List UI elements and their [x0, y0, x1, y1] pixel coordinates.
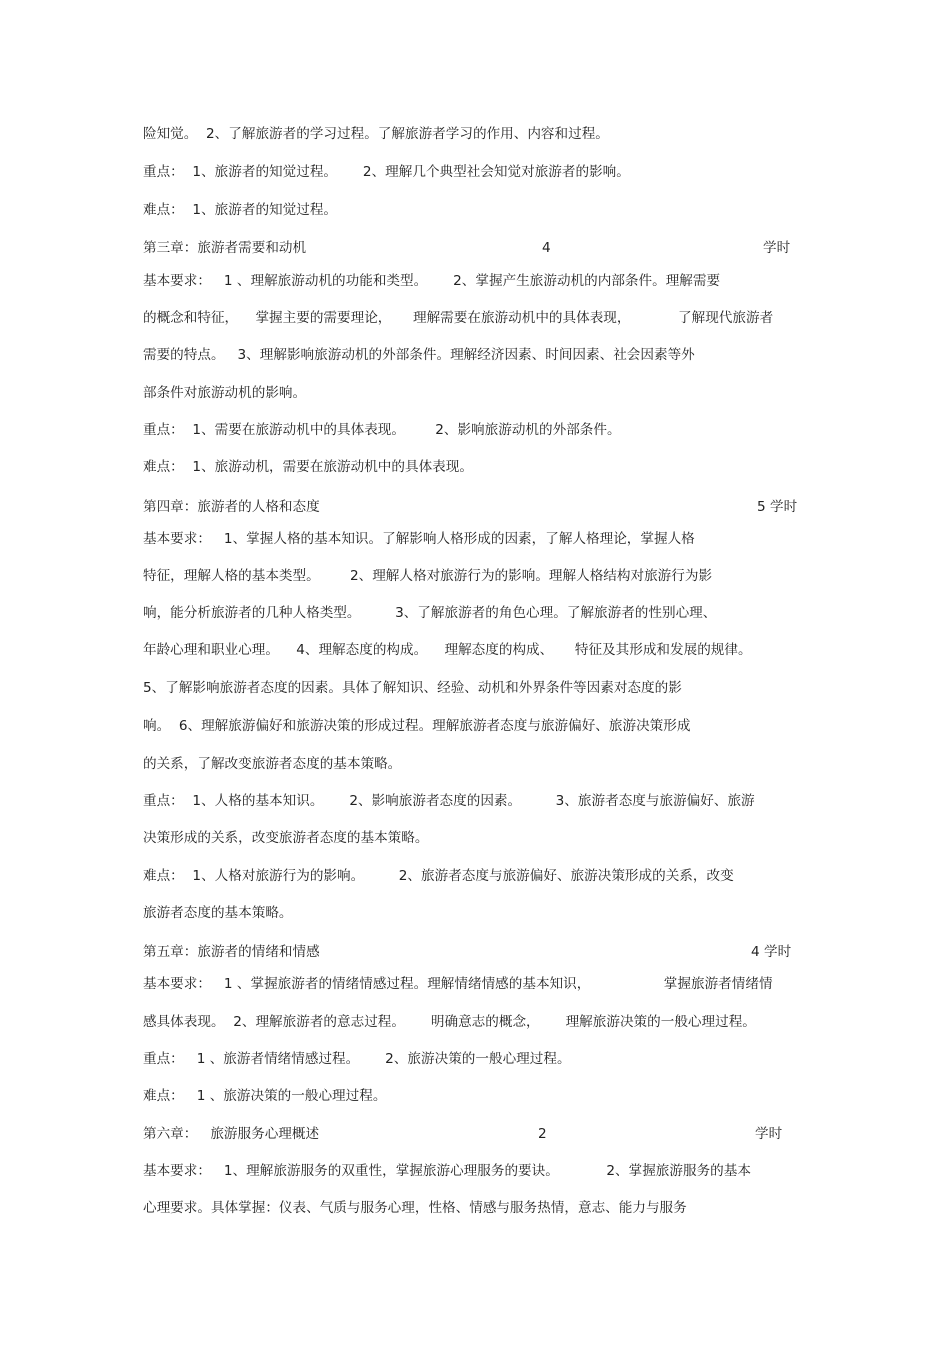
body-line: 5、了解影响旅游者态度的因素。具体了解知识、经验、动机和外界条件等因素对态度的影	[143, 680, 682, 696]
difficulties-line: 难点： 1、旅游动机，需要在旅游动机中的具体表现。	[143, 459, 473, 475]
body-line: 心理要求。具体掌握：仪表、气质与服务心理，性格、情感与服务热情，意志、能力与服务	[143, 1200, 687, 1216]
body-line: 需要的特点。 3、理解影响旅游动机的外部条件。理解经济因素、时间因素、社会因素等外	[143, 347, 695, 363]
body-line: 基本要求： 1 、掌握旅游者的情绪情感过程。理解情绪情感的基本知识， 掌握旅游者情绪情	[143, 976, 773, 992]
difficulties-line: 难点： 1、旅游者的知觉过程。	[143, 202, 338, 218]
chapter-hours-unit: 学时	[755, 1126, 783, 1142]
body-line: 部条件对旅游动机的影响。	[143, 385, 307, 401]
key-points-line: 重点： 1、需要在旅游动机中的具体表现。 2、影响旅游动机的外部条件。	[143, 422, 621, 438]
body-line: 基本要求： 1、掌握人格的基本知识。了解影响人格形成的因素，了解人格理论，掌握人格	[143, 531, 695, 547]
chapter-hours: 2	[538, 1126, 547, 1142]
key-points-line: 重点： 1、人格的基本知识。 2、影响旅游者态度的因素。 3、旅游者态度与旅游偏好、旅游	[143, 793, 755, 809]
chapter-title: 第六章： 旅游服务心理概述	[143, 1126, 320, 1142]
body-line: 基本要求： 1、理解旅游服务的双重性，掌握旅游心理服务的要诀。 2、掌握旅游服务的基本	[143, 1163, 751, 1179]
key-points-line: 决策形成的关系，改变旅游者态度的基本策略。	[143, 830, 429, 846]
chapter-title: 第四章：旅游者的人格和态度	[143, 499, 320, 515]
chapter-hours: 4 学时	[751, 944, 792, 960]
body-line: 基本要求： 1 、理解旅游动机的功能和类型。 2、掌握产生旅游动机的内部条件。理解需要	[143, 273, 721, 289]
body-line: 的关系，了解改变旅游者态度的基本策略。	[143, 756, 402, 772]
chapter-hours: 4	[542, 240, 551, 256]
key-points-line: 重点： 1、旅游者的知觉过程。 2、理解几个典型社会知觉对旅游者的影响。	[143, 164, 630, 180]
body-line: 响，能分析旅游者的几种人格类型。 3、了解旅游者的角色心理。了解旅游者的性别心理、	[143, 605, 717, 621]
chapter-hours: 5 学时	[757, 499, 798, 515]
body-line: 响。 6、理解旅游偏好和旅游决策的形成过程。理解旅游者态度与旅游偏好、旅游决策形成	[143, 718, 691, 734]
body-line: 感具体表现。 2、理解旅游者的意志过程。 明确意志的概念， 理解旅游决策的一般心理过程。	[143, 1014, 756, 1030]
key-points-line: 重点： 1 、旅游者情绪情感过程。 2、旅游决策的一般心理过程。	[143, 1051, 571, 1067]
difficulties-line: 难点： 1、人格对旅游行为的影响。 2、旅游者态度与旅游偏好、旅游决策形成的关系，改变	[143, 868, 734, 884]
chapter-title: 第五章：旅游者的情绪和情感	[143, 944, 320, 960]
chapter-title: 第三章：旅游者需要和动机	[143, 240, 307, 256]
body-line: 特征，理解人格的基本类型。 2、理解人格对旅游行为的影响。理解人格结构对旅游行为影	[143, 568, 713, 584]
body-line: 险知觉。 2、了解旅游者的学习过程。了解旅游者学习的作用、内容和过程。	[143, 126, 609, 142]
difficulties-line: 难点： 1 、旅游决策的一般心理过程。	[143, 1088, 387, 1104]
difficulties-line: 旅游者态度的基本策略。	[143, 905, 293, 921]
body-line: 年龄心理和职业心理。 4、理解态度的构成。 理解态度的构成、 特征及其形成和发展的规律。	[143, 642, 752, 658]
chapter-hours-unit: 学时	[763, 240, 791, 256]
body-line: 的概念和特征， 掌握主要的需要理论， 理解需要在旅游动机中的具体表现， 了解现代旅游者	[143, 310, 774, 326]
